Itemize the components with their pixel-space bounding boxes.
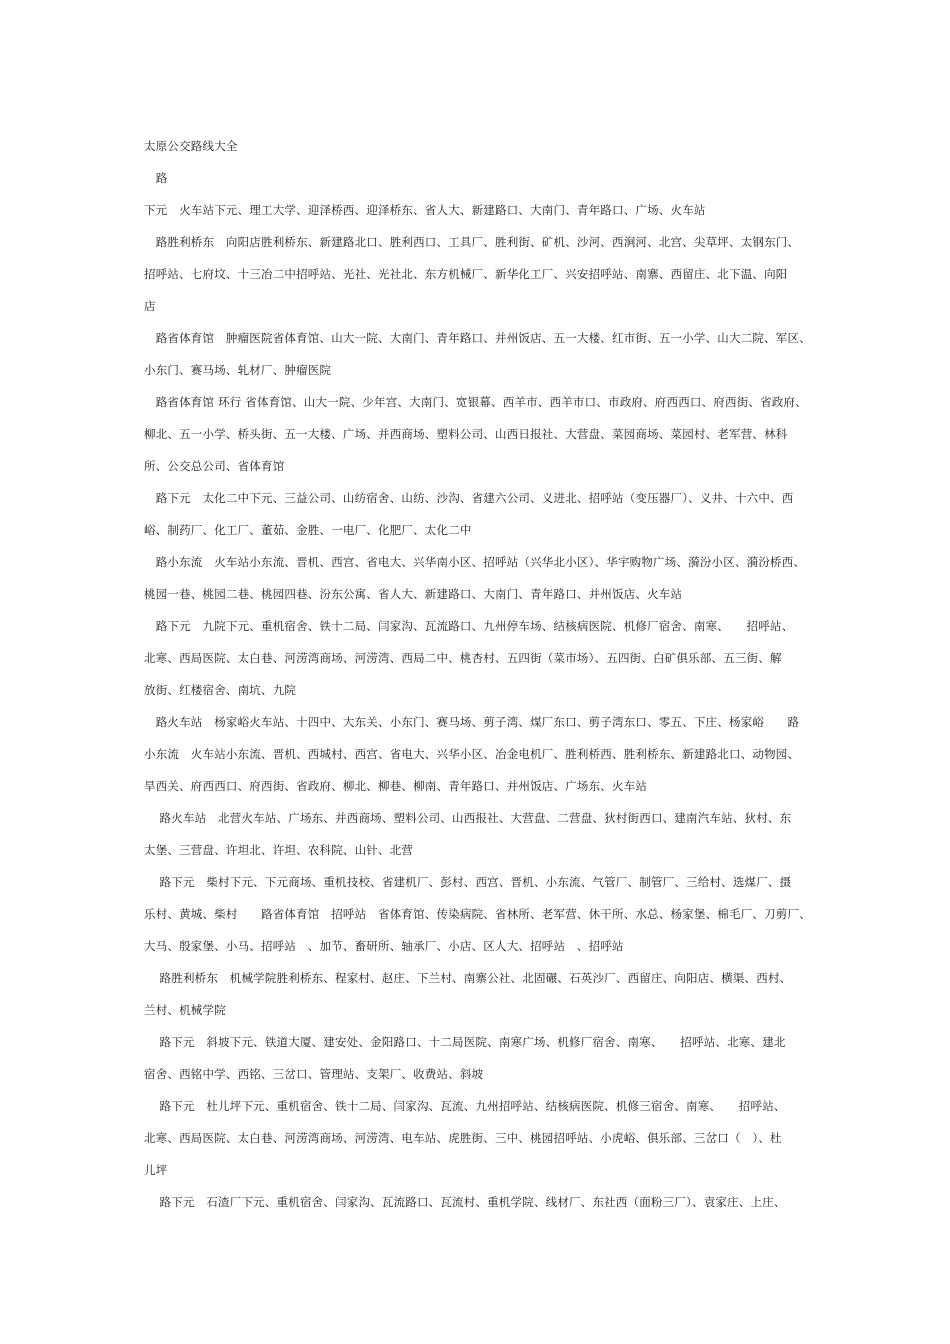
text-line: 路胜利桥东 向阳店胜利桥东、新建路北口、胜利西口、工具厂、胜利街、矿机、沙河、西涧河、北宫、尖草坪、太钢东门、 xyxy=(144,235,800,249)
text-line: 桃园一巷、桃园二巷、桃园四巷、汾东公寓、省人大、新建路口、大南门、青年路口、并州饭店、火车站 xyxy=(144,587,683,601)
text-line: 路胜利桥东 机械学院胜利桥东、程家村、赵庄、下兰村、南寨公社、北固碾、石英沙厂、西留庄、向阳店、横渠、西村、 xyxy=(144,971,792,985)
text-line: 路下元 柴村下元、下元商场、重机技校、省建机厂、彭村、西宫、晋机、小东流、气管厂、制管厂、三给村、选煤厂、摄 xyxy=(144,875,792,889)
text-line: 小东门、赛马场、轧材厂、肿瘤医院 xyxy=(144,363,332,377)
document-title: 太原公交路线大全 xyxy=(144,139,238,153)
text-line: 太堡、三营盘、许坦北、许坦、农科院、山针、北营 xyxy=(144,843,414,857)
text-line: 所、公交总公司、省体育馆 xyxy=(144,459,285,473)
text-line: 北寒、西局医院、太白巷、河涝湾商场、河涝湾、西局二中、桃杏村、五四街（菜市场）、五四街、白矿俱乐部、五三街、解 xyxy=(144,651,782,665)
document-body xyxy=(144,130,814,1218)
text-line: 下元 火车站下元、理工大学、迎泽桥西、迎泽桥东、省人大、新建路口、大南门、青年路口、广场、火车站 xyxy=(144,203,706,217)
text-line: 路下元 斜坡下元、铁道大厦、建安处、金阳路口、十二局医院、南寒广场、机修厂宿舍、南寒、 招呼站、北寒、建北 xyxy=(144,1035,786,1049)
text-line: 乐村、黄城、柴村 路省体育馆 招呼站 省体育馆、传染病院、省林所、老军营、休干所、水总、杨家堡、棉毛厂、刀剪厂、 xyxy=(144,907,811,921)
text-line: 店 xyxy=(144,299,156,313)
text-line: 路下元 杜儿坪下元、重机宿舍、铁十二局、闫家沟、瓦流、九州招呼站、结核病医院、机修三宿舍、南寒、 招呼站、 xyxy=(144,1099,786,1113)
text-line: 峪、制药厂、化工厂、董茹、金胜、一电厂、化肥厂、太化二中 xyxy=(144,523,472,537)
text-line: 路 xyxy=(144,171,168,185)
text-line: 路火车站 杨家峪火车站、十四中、大东关、小东门、赛马场、剪子湾、煤厂东口、剪子湾东口、零五、下庄、杨家峪 路 xyxy=(144,715,800,729)
text-line: 北寒、西局医院、太白巷、河涝湾商场、河涝湾、电车站、虎胜街、三中、桃园招呼站、小虎峪、俱乐部、三岔口（ ）、杜 xyxy=(144,1131,782,1145)
text-line: 路小东流 火车站小东流、晋机、西宫、省电大、兴华南小区、招呼站（兴华北小区）、华宇购物广场、漪汾小区、漪汾桥西、 xyxy=(144,555,806,569)
text-line: 小东流 火车站小东流、晋机、西城村、西宫、省电大、兴华小区、冶金电机厂、胜利桥西、胜利桥东、新建路北口、动物园、 xyxy=(144,747,800,761)
text-line: 兰村、机械学院 xyxy=(144,1003,226,1017)
text-line: 路下元 太化二中下元、三益公司、山纺宿舍、山纺、沙沟、省建六公司、义进北、招呼站（变压器厂）、义井、十六中、西 xyxy=(144,491,794,505)
text-line: 宿舍、西铭中学、西铭、三岔口、管理站、支架厂、收费站、斜坡 xyxy=(144,1067,484,1081)
text-line: 儿坪 xyxy=(144,1163,168,1177)
text-line: 路下元 九院下元、重机宿舍、铁十二局、闫家沟、瓦流路口、九州停车场、结核病医院、机修厂宿舍、南寒、 招呼站、 xyxy=(144,619,794,633)
text-line: 路省体育馆 环行 省体育馆、山大一院、少年宫、大南门、宽银幕、西羊市、西羊市口、市政府、府西西口、府西街、省政府、 xyxy=(144,395,807,409)
text-line: 路下元 石渣厂下元、重机宿舍、闫家沟、瓦流路口、瓦流村、重机学院、线材厂、东社西（面粉三厂）、袁家庄、上庄、 xyxy=(144,1195,786,1209)
text-line: 招呼站、七府坟、十三冶二中招呼站、光社、光社北、东方机械厂、新华化工厂、兴安招呼站、南寨、西留庄、北下温、向阳 xyxy=(144,267,788,281)
text-line: 旱西关、府西西口、府西街、省政府、柳北、柳巷、柳南、青年路口、并州饭店、广场东、火车站 xyxy=(144,779,648,793)
text-line: 大马、殷家堡、小马、招呼站 、加节、畜研所、轴承厂、小店、区人大、招呼站 、招呼站 xyxy=(144,939,624,953)
text-line: 路省体育馆 肿瘤医院省体育馆、山大一院、大南门、青年路口、并州饭店、五一大楼、红市街、五一小学、山大二院、军区、 xyxy=(144,331,811,345)
text-line: 放街、红楼宿舍、南坑、九院 xyxy=(144,683,297,697)
text-line: 柳北、五一小学、桥头街、五一大楼、广场、并西商场、塑料公司、山西日报社、大营盘、菜园商场、菜园村、老军营、林科 xyxy=(144,427,788,441)
text-line: 路火车站 北营火车站、广场东、并西商场、塑料公司、山西报社、大营盘、二营盘、狄村街西口、建南汽车站、狄村、东 xyxy=(144,811,792,825)
